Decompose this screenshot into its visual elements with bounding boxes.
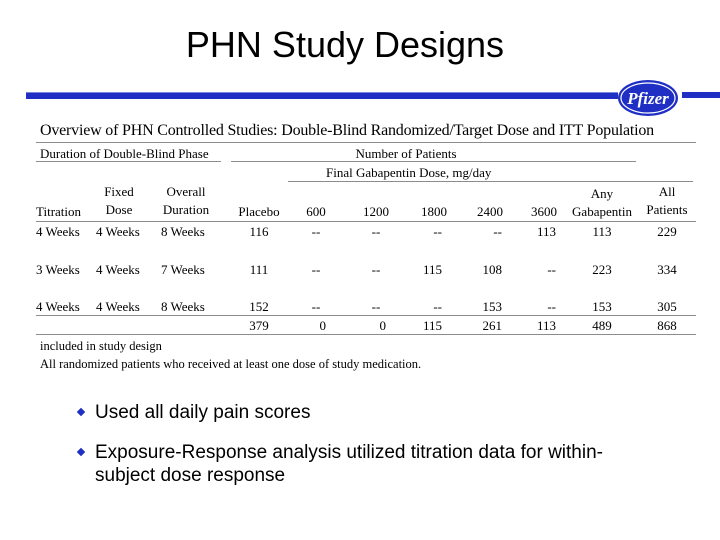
header-dose-2400: 2400 [477, 204, 503, 219]
cell-dose-3600: 113 [536, 224, 556, 239]
total-dose-1200: 0 [379, 318, 386, 333]
cell-any-gabapentin: 113 [592, 224, 612, 239]
header-all-1: All [658, 184, 676, 199]
cell-fixed-dose: 4 Weeks [96, 224, 140, 239]
pfizer-logo-icon [616, 78, 680, 118]
cell-all-patients: 305 [657, 299, 677, 314]
bullet-text: Exposure-Response analysis utilized titration data for within-subject dose response [95, 442, 603, 486]
group-header-patients: Number of Patients [355, 146, 457, 161]
cell-titration: 4 Weeks [36, 224, 80, 239]
cell-dose-2400: 108 [482, 262, 502, 277]
cell-dose-600: -- [311, 224, 321, 239]
table-rule [36, 221, 696, 222]
cell-all-patients: 229 [657, 224, 677, 239]
header-dose-600: 600 [306, 204, 326, 219]
cell-dose-1800: -- [433, 224, 442, 239]
title-divider-right [682, 92, 720, 98]
header-all-2: Patients [646, 202, 688, 217]
cell-dose-2400: 153 [482, 299, 502, 314]
table-caption: Overview of PHN Controlled Studies: Double-Blind Randomized/Target Dose and ITT Population [40, 122, 654, 139]
header-fixed-dose-1: Fixed [104, 184, 134, 199]
cell-dose-3600: -- [547, 299, 556, 314]
header-dose-1200: 1200 [363, 204, 389, 219]
cell-dose-600: -- [311, 299, 321, 314]
cell-dose-1200: -- [371, 262, 381, 277]
total-any-gabapentin: 489 [592, 318, 612, 333]
study-design-table [36, 118, 696, 376]
total-dose-600: 0 [319, 318, 326, 333]
table-rule [36, 142, 696, 143]
cell-dose-1800: -- [433, 299, 442, 314]
cell-dose-2400: -- [493, 224, 502, 239]
cell-overall-duration: 8 Weeks [161, 224, 205, 239]
slide-title: PHN Study Designs [185, 24, 505, 65]
cell-titration: 4 Weeks [36, 299, 80, 314]
header-dose-3600: 3600 [531, 204, 557, 219]
title-divider [26, 92, 618, 99]
cell-placebo: 152 [249, 299, 269, 314]
group-header-final-dose: Final Gabapentin Dose, mg/day [326, 165, 492, 180]
table-rule [231, 161, 636, 162]
footnote-study-design: included in study design [40, 339, 162, 353]
cell-overall-duration: 7 Weeks [161, 262, 205, 277]
cell-any-gabapentin: 153 [592, 299, 612, 314]
cell-dose-1800: 115 [422, 262, 442, 277]
total-dose-2400: 261 [482, 318, 502, 333]
diamond-bullet-icon [77, 448, 85, 456]
cell-dose-1200: -- [371, 224, 381, 239]
cell-placebo: 116 [249, 224, 269, 239]
header-titration: Titration [36, 204, 82, 219]
cell-dose-3600: -- [547, 262, 556, 277]
group-header-duration: Duration of Double-Blind Phase [40, 146, 209, 161]
total-dose-3600: 113 [536, 318, 556, 333]
header-any-2: Gabapentin [572, 204, 632, 219]
logo-wordmark: Pfizer [627, 89, 669, 108]
total-placebo: 379 [249, 318, 269, 333]
cell-dose-1200: -- [371, 299, 381, 314]
header-overall-1: Overall [166, 184, 206, 199]
bullet-text: Used all daily pain scores [95, 402, 311, 423]
total-dose-1800: 115 [422, 318, 442, 333]
header-fixed-dose-2: Dose [105, 202, 133, 217]
cell-fixed-dose: 4 Weeks [96, 299, 140, 314]
cell-overall-duration: 8 Weeks [161, 299, 205, 314]
cell-titration: 3 Weeks [36, 262, 80, 277]
cell-dose-600: -- [311, 262, 321, 277]
table-rule [36, 161, 221, 162]
footnote-itt-population: All randomized patients who received at least one dose of study medication. [40, 357, 422, 371]
table-rule [36, 334, 696, 335]
header-any-1: Any [590, 186, 614, 201]
cell-placebo: 111 [249, 262, 269, 277]
header-placebo: Placebo [238, 204, 280, 219]
table-rule [36, 315, 696, 316]
header-overall-2: Duration [162, 202, 210, 217]
cell-all-patients: 334 [657, 262, 677, 277]
diamond-bullet-icon [77, 408, 85, 416]
cell-any-gabapentin: 223 [592, 262, 612, 277]
total-all-patients: 868 [657, 318, 677, 333]
cell-fixed-dose: 4 Weeks [96, 262, 140, 277]
header-dose-1800: 1800 [421, 204, 447, 219]
table-rule [288, 181, 693, 182]
